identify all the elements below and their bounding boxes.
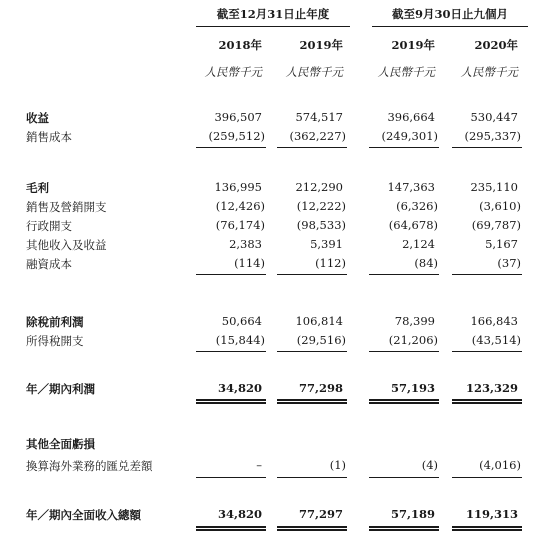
cell-cost-of-sales-2020-9m: (295,337) <box>464 129 521 143</box>
cell-revenue-2019-9m: 396,664 <box>387 110 435 124</box>
cell-selling-expenses-2019: (12,222) <box>296 199 346 213</box>
cell-total-comprehensive-income-2018: 34,820 <box>217 507 262 521</box>
unit-header-col2: 人民幣千元 <box>285 65 343 79</box>
total-double-rule <box>369 399 439 404</box>
cell-profit-for-period-2020-9m: 123,329 <box>465 381 518 395</box>
subtotal-rule <box>196 147 266 148</box>
subtotal-rule <box>277 351 347 352</box>
cell-other-income-2019-9m: 2,124 <box>402 237 435 251</box>
row-label-income-tax: 所得稅開支 <box>26 334 84 348</box>
cell-revenue-2019: 574,517 <box>295 110 343 124</box>
subtotal-rule <box>452 477 522 478</box>
year-header-col2: 2019年 <box>299 38 343 52</box>
subtotal-rule <box>196 351 266 352</box>
cell-profit-for-period-2018: 34,820 <box>217 381 262 395</box>
subtotal-rule <box>277 477 347 478</box>
year-header-col4: 2020年 <box>474 38 518 52</box>
total-double-rule <box>277 399 347 404</box>
header-group-fiscal-year-rule <box>196 26 350 27</box>
cell-cost-of-sales-2019: (362,227) <box>289 129 346 143</box>
cell-selling-expenses-2018: (12,426) <box>215 199 265 213</box>
subtotal-rule <box>369 274 439 275</box>
cell-revenue-2018: 396,507 <box>214 110 262 124</box>
cell-gross-profit-2020-9m: 235,110 <box>470 180 518 194</box>
total-double-rule <box>196 526 266 531</box>
cell-profit-for-period-2019: 77,298 <box>298 381 343 395</box>
header-group-nine-months: 截至9月30日止九個月 <box>391 7 508 21</box>
subtotal-rule <box>196 477 266 478</box>
total-double-rule <box>277 526 347 531</box>
row-label-profit-for-period: 年／期內利潤 <box>26 382 95 396</box>
cell-gross-profit-2018: 136,995 <box>214 180 262 194</box>
total-double-rule <box>452 399 522 404</box>
cell-finance-costs-2019-9m: (84) <box>414 256 438 270</box>
cell-profit-for-period-2019-9m: 57,193 <box>390 381 435 395</box>
row-label-selling-expenses: 銷售及營銷開支 <box>26 200 107 214</box>
cell-cost-of-sales-2018: (259,512) <box>208 129 265 143</box>
cell-fx-differences-2019-9m: (4) <box>421 458 438 472</box>
cell-profit-before-tax-2020-9m: 166,843 <box>470 314 518 328</box>
row-label-other-comprehensive-loss: 其他全面虧損 <box>26 437 95 451</box>
cell-total-comprehensive-income-2020-9m: 119,313 <box>465 507 518 521</box>
header-group-fiscal-year: 截至12月31日止年度 <box>216 7 330 21</box>
total-double-rule <box>452 526 522 531</box>
row-label-other-income: 其他收入及收益 <box>26 238 107 252</box>
cell-other-income-2018: 2,383 <box>229 237 262 251</box>
row-label-fx-differences: 換算海外業務的匯兑差額 <box>26 459 153 473</box>
cell-income-tax-2018: (15,844) <box>215 333 265 347</box>
cell-other-income-2020-9m: 5,167 <box>485 237 518 251</box>
subtotal-rule <box>277 274 347 275</box>
subtotal-rule <box>196 274 266 275</box>
cell-gross-profit-2019-9m: 147,363 <box>387 180 435 194</box>
unit-header-col1: 人民幣千元 <box>204 65 262 79</box>
cell-fx-differences-2020-9m: (4,016) <box>479 458 521 472</box>
cell-total-comprehensive-income-2019-9m: 57,189 <box>390 507 435 521</box>
cell-other-income-2019: 5,391 <box>310 237 343 251</box>
cell-income-tax-2019-9m: (21,206) <box>388 333 438 347</box>
cell-cost-of-sales-2019-9m: (249,301) <box>381 129 438 143</box>
row-label-admin-expenses: 行政開支 <box>26 219 72 233</box>
row-label-cost-of-sales: 銷售成本 <box>26 130 72 144</box>
cell-finance-costs-2018: (114) <box>234 256 265 270</box>
year-header-col1: 2018年 <box>218 38 262 52</box>
cell-finance-costs-2019: (112) <box>315 256 346 270</box>
cell-admin-expenses-2019-9m: (64,678) <box>388 218 438 232</box>
subtotal-rule <box>369 147 439 148</box>
unit-header-col4: 人民幣千元 <box>460 65 518 79</box>
cell-selling-expenses-2020-9m: (3,610) <box>479 199 521 213</box>
cell-admin-expenses-2020-9m: (69,787) <box>471 218 521 232</box>
cell-profit-before-tax-2018: 50,664 <box>221 314 262 328</box>
cell-gross-profit-2019: 212,290 <box>295 180 343 194</box>
cell-finance-costs-2020-9m: (37) <box>497 256 521 270</box>
unit-header-col3: 人民幣千元 <box>377 65 435 79</box>
subtotal-rule <box>369 477 439 478</box>
row-label-total-comprehensive-income: 年／期內全面收入總額 <box>26 508 141 522</box>
row-label-profit-before-tax: 除稅前利潤 <box>26 315 84 329</box>
total-double-rule <box>196 399 266 404</box>
subtotal-rule <box>277 147 347 148</box>
cell-selling-expenses-2019-9m: (6,326) <box>396 199 438 213</box>
cell-profit-before-tax-2019: 106,814 <box>295 314 343 328</box>
row-label-finance-costs: 融資成本 <box>26 257 72 271</box>
cell-total-comprehensive-income-2019: 77,297 <box>298 507 343 521</box>
cell-fx-differences-2019: (1) <box>329 458 346 472</box>
cell-admin-expenses-2018: (76,174) <box>215 218 265 232</box>
subtotal-rule <box>452 147 522 148</box>
header-group-nine-months-rule <box>372 26 528 27</box>
cell-income-tax-2020-9m: (43,514) <box>471 333 521 347</box>
cell-fx-differences-2018: – <box>256 458 262 472</box>
cell-income-tax-2019: (29,516) <box>296 333 346 347</box>
subtotal-rule <box>452 274 522 275</box>
subtotal-rule <box>369 351 439 352</box>
total-double-rule <box>369 526 439 531</box>
cell-revenue-2020-9m: 530,447 <box>470 110 518 124</box>
cell-profit-before-tax-2019-9m: 78,399 <box>394 314 435 328</box>
year-header-col3: 2019年 <box>391 38 435 52</box>
row-label-gross-profit: 毛利 <box>26 181 49 195</box>
cell-admin-expenses-2019: (98,533) <box>296 218 346 232</box>
subtotal-rule <box>452 351 522 352</box>
row-label-revenue: 收益 <box>26 111 49 125</box>
